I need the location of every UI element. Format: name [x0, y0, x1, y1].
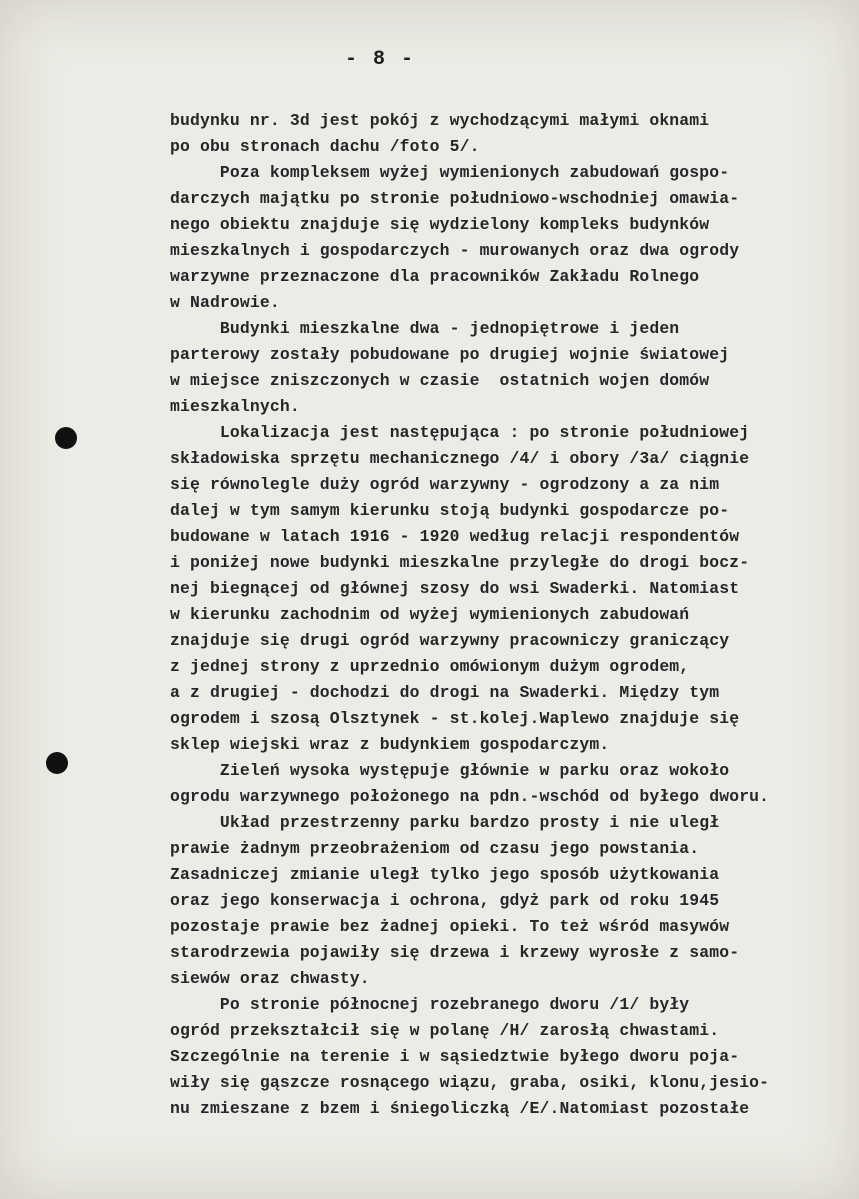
text-line: siewów oraz chwasty. [170, 969, 370, 988]
text-line: ogrodu warzywnego położonego na pdn.-wschód od byłego dworu. [170, 787, 770, 806]
text-line: budynku nr. 3d jest pokój z wychodzącymi małymi oknami [170, 111, 710, 130]
text-line: składowiska sprzętu mechanicznego /4/ i obory /3a/ ciągnie [170, 449, 750, 468]
text-line: Po stronie północnej rozebranego dworu /1/ były [170, 995, 690, 1014]
punch-hole [46, 752, 68, 774]
text-line: dalej w tym samym kierunku stoją budynki gospodarcze po- [170, 501, 730, 520]
text-line: sklep wiejski wraz z budynkiem gospodarczym. [170, 735, 610, 754]
text-line: Lokalizacja jest następująca : po stronie południowej [170, 423, 750, 442]
text-line: oraz jego konserwacja i ochrona, gdyż park od roku 1945 [170, 891, 720, 910]
text-line: darczych majątku po stronie południowo-wschodniej omawia- [170, 189, 740, 208]
text-line: prawie żadnym przeobrażeniom od czasu jego powstania. [170, 839, 700, 858]
text-line: budowane w latach 1916 - 1920 według relacji respondentów [170, 527, 740, 546]
text-line: parterowy zostały pobudowane po drugiej wojnie światowej [170, 345, 730, 364]
text-line: a z drugiej - dochodzi do drogi na Swaderki. Między tym [170, 683, 720, 702]
text-line: starodrzewia pojawiły się drzewa i krzewy wyrosłe z samo- [170, 943, 740, 962]
text-line: Budynki mieszkalne dwa - jednopiętrowe i jeden [170, 319, 680, 338]
text-line: z jednej strony z uprzednio omówionym dużym ogrodem, [170, 657, 690, 676]
text-line: i poniżej nowe budynki mieszkalne przyległe do drogi bocz- [170, 553, 750, 572]
text-line: nu zmieszane z bzem i śniegoliczką /E/.Natomiast pozostałe [170, 1099, 750, 1118]
text-line: Poza kompleksem wyżej wymienionych zabudowań gospo- [170, 163, 730, 182]
text-line: w kierunku zachodnim od wyżej wymienionych zabudowań [170, 605, 690, 624]
text-line: ogród przekształcił się w polanę /H/ zarosłą chwastami. [170, 1021, 720, 1040]
text-line: Zasadniczej zmianie uległ tylko jego sposób użytkowania [170, 865, 720, 884]
text-line: znajduje się drugi ogród warzywny pracowniczy graniczący [170, 631, 730, 650]
text-line: mieszkalnych. [170, 397, 300, 416]
text-line: pozostaje prawie bez żadnej opieki. To też wśród masywów [170, 917, 730, 936]
text-line: Układ przestrzenny parku bardzo prosty i nie uległ [170, 813, 720, 832]
punch-hole [55, 427, 77, 449]
body-text [170, 108, 830, 1122]
text-line: nego obiektu znajduje się wydzielony kompleks budynków [170, 215, 710, 234]
text-line: nej biegnącej od głównej szosy do wsi Swaderki. Natomiast [170, 579, 740, 598]
text-line: się równolegle duży ogród warzywny - ogrodzony a za nim [170, 475, 720, 494]
text-line: Szczególnie na terenie i w sąsiedztwie byłego dworu poja- [170, 1047, 740, 1066]
text-line: ogrodem i szosą Olsztynek - st.kolej.Waplewo znajduje się [170, 709, 740, 728]
text-line: wiły się gąszcze rosnącego wiązu, graba, osiki, klonu,jesio- [170, 1073, 770, 1092]
text-line: w miejsce zniszczonych w czasie ostatnich wojen domów [170, 371, 710, 390]
text-line: Zieleń wysoka występuje głównie w parku oraz wokoło [170, 761, 730, 780]
page-number: - 8 - [344, 48, 415, 71]
text-line: w Nadrowie. [170, 293, 280, 312]
text-line: warzywne przeznaczone dla pracowników Zakładu Rolnego [170, 267, 700, 286]
text-line: mieszkalnych i gospodarczych - murowanych oraz dwa ogrody [170, 241, 740, 260]
text-line: po obu stronach dachu /foto 5/. [170, 137, 480, 156]
